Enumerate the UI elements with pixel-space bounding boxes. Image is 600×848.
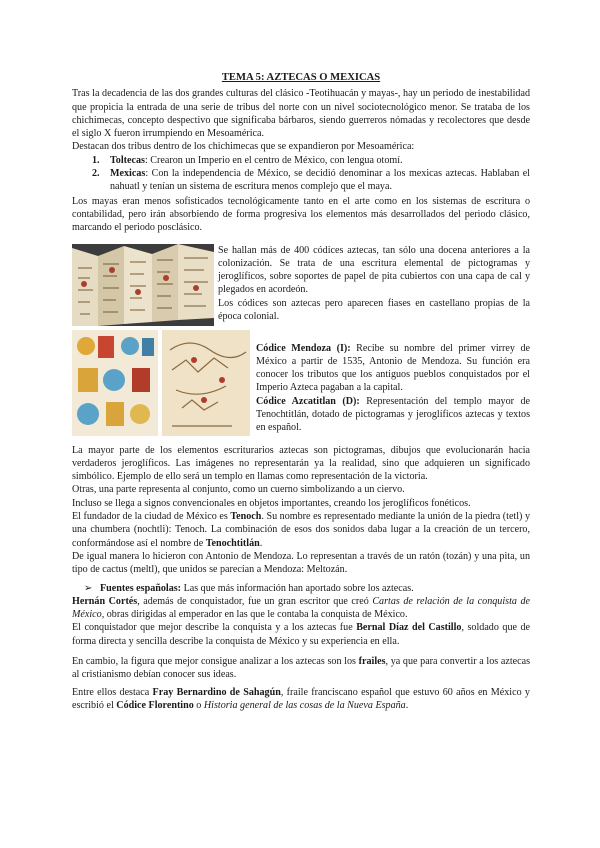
diaz-text-b: , soldado que de forma directa y sencilla describe la conquista de México y su experiencia en ella.	[72, 622, 530, 647]
frailes-paragraph	[72, 655, 530, 682]
sahagun-name: Fray Bernardino de Sahagún	[152, 686, 281, 698]
tribe-item-toltecas	[72, 154, 530, 167]
list-number: 1.	[92, 154, 100, 166]
founder-text-c: .	[259, 537, 263, 549]
cortes-text-b: obras dirigidas al emperador en las que le contaba la conquista de México.	[104, 609, 408, 621]
frailes-name: frailes	[358, 656, 386, 668]
tribe-text: : Con la independencia de México, se decidió denominar a los mexicas aztecas. Hablaban el nahuatl y tenían un sistema de escritura menos complejo que el maya.	[110, 168, 530, 193]
historia-general-title: Historia general de las cosas de la Nueva España	[203, 699, 406, 711]
intro-paragraph: Tras la decadencia de las dos grandes culturas del clásico -Teotihuacán y mayas-, hay un periodo de inestabilidad que propicia la entrada de una serie de tribus del norte con un nivel sociotecnológico menor. Se trataba de los chichimecas, concepto despectivo que significaba bárbaros, siendo guerreros nómadas y recolectores que desde el siglo X fueron irrumpiendo en Mesoamérica.	[72, 88, 530, 140]
frailes-text-b: , ya que para convertir a los aztecas al cristianismo debían conocer sus ideas.	[72, 656, 531, 681]
tribe-text: : Crearon un Imperio en el centro de México, con lengua otomí.	[144, 154, 403, 166]
founder-name: Tenoch	[230, 511, 262, 523]
founder-text-a: El fundador de la ciudad de México es	[72, 511, 231, 523]
sahagun-text-a: Entre ellos destaca	[72, 686, 153, 698]
founder-paragraph	[72, 510, 530, 550]
tribe-name: Toltecas	[110, 154, 145, 166]
list-number: 2.	[92, 168, 100, 180]
document-body	[72, 71, 530, 712]
codices-section	[72, 244, 530, 326]
sahagun-paragraph	[72, 686, 530, 713]
cortes-paragraph	[72, 595, 530, 622]
arrowhead-bullet-icon: ➢	[84, 582, 93, 594]
azcatitlan-paragraph	[256, 395, 530, 435]
page-title: TEMA 5: AZTECAS O MEXICAS	[221, 72, 381, 83]
founder-city: Tenochtitlán	[205, 537, 260, 549]
accordion-codex-image	[72, 244, 214, 326]
diaz-name: Bernal Díaz del Castillo	[356, 622, 462, 634]
elements-paragraph-1: La mayor parte de los elementos escriturarios aztecas son pictogramas, dibujos que evolucionarán hacia verdaderos jeroglíficos. Las imágenes no representarán ya la realidad, sino que adquieren un significado simbólico. Ejemplo de ello será un templo en llamas como representación de la victoria.	[72, 444, 530, 483]
tribe-item-mexicas	[72, 167, 530, 194]
codices-paragraph-1: Se hallan más de 400 códices aztecas, tan sólo una docena anteriores a la colonización. Se trata de una escritura elemental de pictogramas y jeroglíficos, sobre soportes de papel de pita cubiertos con una capa de cal y plegados en acordeón.	[218, 244, 530, 296]
tribes-intro: Destacan dos tribus dentro de los chichimecas que se expandieron por Mesoamérica:	[72, 141, 415, 153]
mendoza-title: Códice Mendoza (I):	[256, 342, 351, 354]
founder-text-b: . Su nombre es representado mediante la unión de la piedra (tetl) y una chumbera (nochtli): Tenoch. La combinación de esos dos sonidos daba lugar a la creación de un tercero, conformándose así el nombre de	[72, 511, 530, 549]
elements-paragraph-2: Otras, una parte representa al conjunto, como un cuerno simbolizando a un ciervo.	[72, 484, 405, 496]
tribes-list	[72, 154, 530, 194]
codex-examples-section	[72, 330, 530, 436]
azcatitlan-title: Códice Azcatitlan (D):	[256, 395, 360, 407]
tribe-name: Mexicas	[110, 168, 146, 180]
mayas-paragraph: Los mayas eran menos sofisticados tecnológicamente tanto en el arte como en los sistemas de escritura o contabilidad, pero irán absorbiendo de forma progresiva los elementos más desarrollados del periodo clásico, marcando el periodo posclásico.	[72, 195, 530, 234]
diaz-text-a: El conquistador que mejor describe la conquista y a los aztecas fue	[72, 622, 357, 634]
codices-paragraph-2: Los códices son aztecas pero aparecen fiases en castellano propias de la época colonial.	[218, 297, 530, 323]
elements-paragraph-3: Incluso se llega a signos convencionales en objetos importantes, creando los jeroglíficos fonéticos.	[72, 497, 471, 509]
cortes-text-a: , además de conquistador, fue un gran escritor que creó	[137, 595, 373, 607]
codices-text	[214, 244, 530, 324]
mendoza-text: Recibe su nombre del primer virrey de México a partir de 1535, Antonio de Mendoza. Su función era conocer los tributos que los antiguos pueblos conquistados por el Imperio Azteca pagaban a la capital.	[256, 342, 530, 394]
azcatitlan-text: Representación del templo mayor de Tenochtitlán, dotado de pictogramas y jeroglíficos aztecas y textos en español.	[256, 395, 531, 434]
diaz-paragraph	[72, 621, 530, 648]
cortes-work: Cartas de relación de la conquista de México,	[72, 595, 531, 621]
sahagun-text-c: o	[193, 699, 204, 711]
codex-examples-text	[250, 330, 530, 435]
mendoza-paragraph	[256, 342, 530, 395]
sahagun-text-d: .	[405, 699, 409, 711]
sahagun-text-b: , fraile franciscano español que estuvo 60 años en México y escribió el	[72, 686, 530, 711]
codice-florentino: Códice Florentino	[116, 699, 194, 711]
sources-text: Las que más información han aportado sobre los aztecas.	[181, 582, 414, 594]
mendoza-azcatitlan-images	[72, 330, 250, 436]
cortes-name: Hernán Cortés	[72, 595, 138, 607]
mendoza-glyph-paragraph: De igual manera lo hicieron con Antonio de Mendoza. Lo representan a través de un ratón (tozán) y una pita, un tipo de cactus (meltl), que unidos se parecían a Mendoza: Meltozán.	[72, 550, 530, 576]
sources-label: Fuentes españolas:	[100, 582, 182, 594]
frailes-text-a: En cambio, la figura que mejor consigue analizar a los aztecas son los	[72, 656, 359, 668]
sources-bullet	[72, 582, 530, 595]
